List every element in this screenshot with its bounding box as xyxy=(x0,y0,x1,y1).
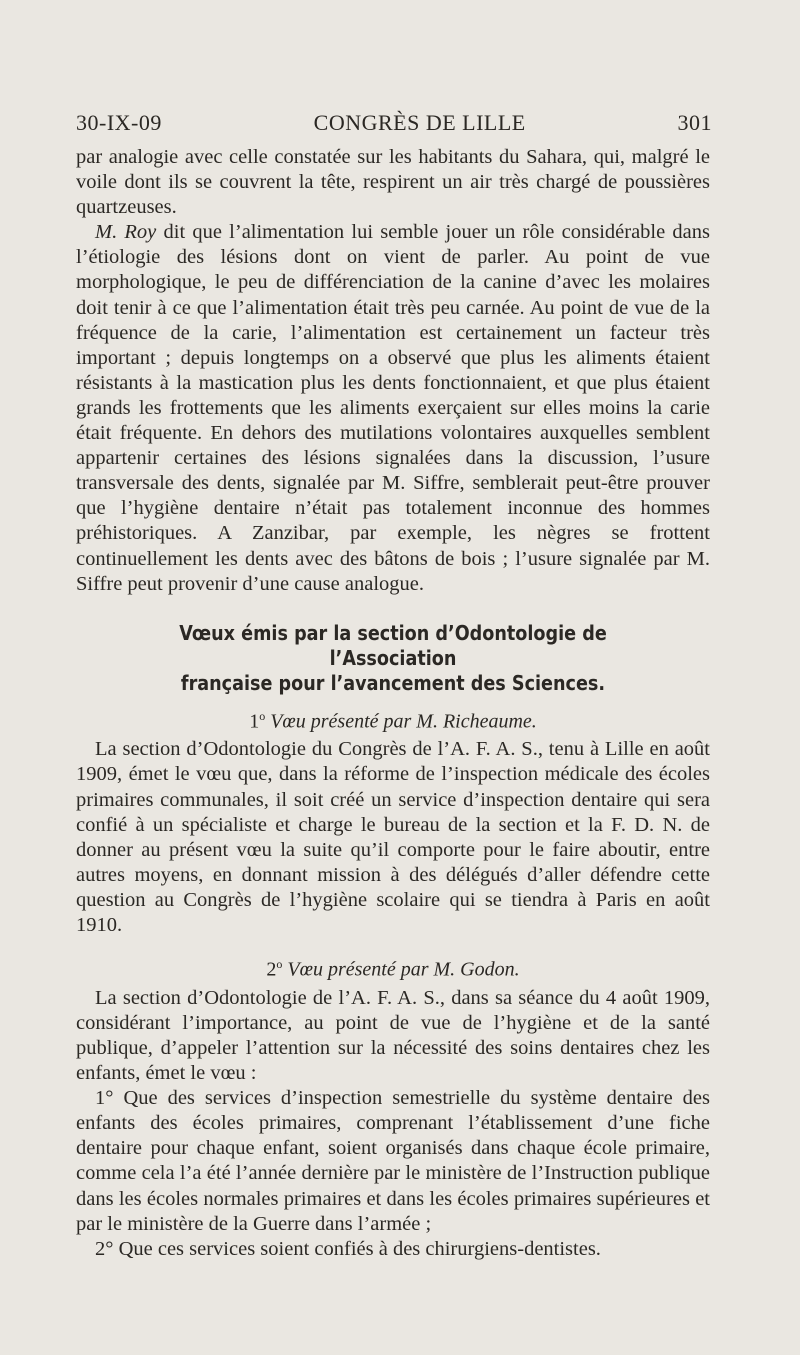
paragraph-continuation: par analogie avec celle constatée sur les habitants du Sahara, qui, malgré le voile dont ils se couvrent la tête, respirent un air très chargé de poussières quartzeuses. xyxy=(76,146,710,219)
speaker-name: M. Roy xyxy=(95,221,157,244)
voeu-2-ordinal: o xyxy=(276,957,283,972)
voeu-2-number: 2 xyxy=(266,958,277,981)
running-header xyxy=(76,110,712,136)
section-heading xyxy=(114,597,672,696)
voeu-1-title-text: Vœu présenté par M. Richeaume. xyxy=(270,710,537,733)
voeu-2-title xyxy=(76,952,710,983)
voeu-1-text: La section d’Odontologie du Congrès de l’A. F. A. S., tenu à Lille en août 1909, émet le vœu que, dans la réforme de l’inspection médicale des écoles primaires communales, il soit créé un service d’inspection dentaire qui sera confié à un spécialiste et charge le bureau de la section et la F. D. N. de donner au présent vœu la suite qu’il comporte pour le faire aboutir, entre autres moyens, en donnant mission à des délégués d’aller défendre cette question au Congrès de l’hygiène scolaire qui se tiendra à Paris en août 1910. xyxy=(76,738,710,936)
section-heading-line-1: Vœux émis par la section d’Odontologie de l’Association xyxy=(179,620,607,670)
page-number: 301 xyxy=(677,110,712,135)
voeu-2-text: La section d’Odontologie de l’A. F. A. S., dans sa séance du 4 août 1909, considérant l’importance, au point de vue de l’hygiène et de la santé publique, d’appeler l’attention sur la nécessité des soins dentaires chez les enfants, émet le vœu : xyxy=(76,986,710,1085)
voeu-1-title xyxy=(76,704,710,735)
voeu-2-item-1: 1° Que des services d’inspection semestrielle du système dentaire des enfants des écoles primaires, comprenant l’établissement d’une fiche dentaire pour chaque enfant, soient organisés dans chaque école primaire, comme cela l’a été l’année dernière par le ministère de l’Instruction publique dans les écoles normales primaires et dans les écoles primaires supérieures et par le ministère de la Guerre dans l’armée ; xyxy=(76,1087,710,1235)
header-title: CONGRÈS DE LILLE xyxy=(313,110,526,135)
voeu-2-item-2: 2° Que ces services soient confiés à des chirurgiens-dentistes. xyxy=(95,1237,601,1260)
header-date: 30-IX-09 xyxy=(76,110,162,135)
page-body xyxy=(76,145,710,1262)
voeu-1-number: 1 xyxy=(249,710,260,733)
paragraph-roy-text: dit que l’alimentation lui semble jouer un rôle considérable dans l’étiologie des lésions dont on vient de parler. Au point de vue morphologique, le peu de différenciation de la canine d’avec les molaires doit tenir à ce que l’alimentation était très peu carnée. Au point de vue de la fréquence de la carie, l’alimentation est certainement un facteur très important ; depuis longtemps on a observé que plus les aliments étaient résistants à la mastication plus les dents fonctionnaient, et que plus étaient grands les frottements que les aliments exerçaient sur elles moins la carie était fréquente. En dehors des mutilations volontaires auxquelles semblent appartenir certaines des lésions signalées dans la discussion, l’usure transversale des dents, signalée par M. Siffre, semblerait peut-être prouver que l’hygiène dentaire n’était pas totalement inconnue des hommes préhistoriques. A Zanzibar, par exemple, les nègres se frottent continuellement les dents avec des bâtons de bois ; l’usure signalée par M. Siffre peut provenir d’une cause analogue. xyxy=(76,221,710,595)
section-heading-line-2: française pour l’avancement des Sciences. xyxy=(180,670,606,695)
paragraph-roy xyxy=(76,220,710,596)
voeu-1-ordinal: o xyxy=(259,708,266,723)
voeu-2-title-text: Vœu présenté par M. Godon. xyxy=(287,958,520,981)
